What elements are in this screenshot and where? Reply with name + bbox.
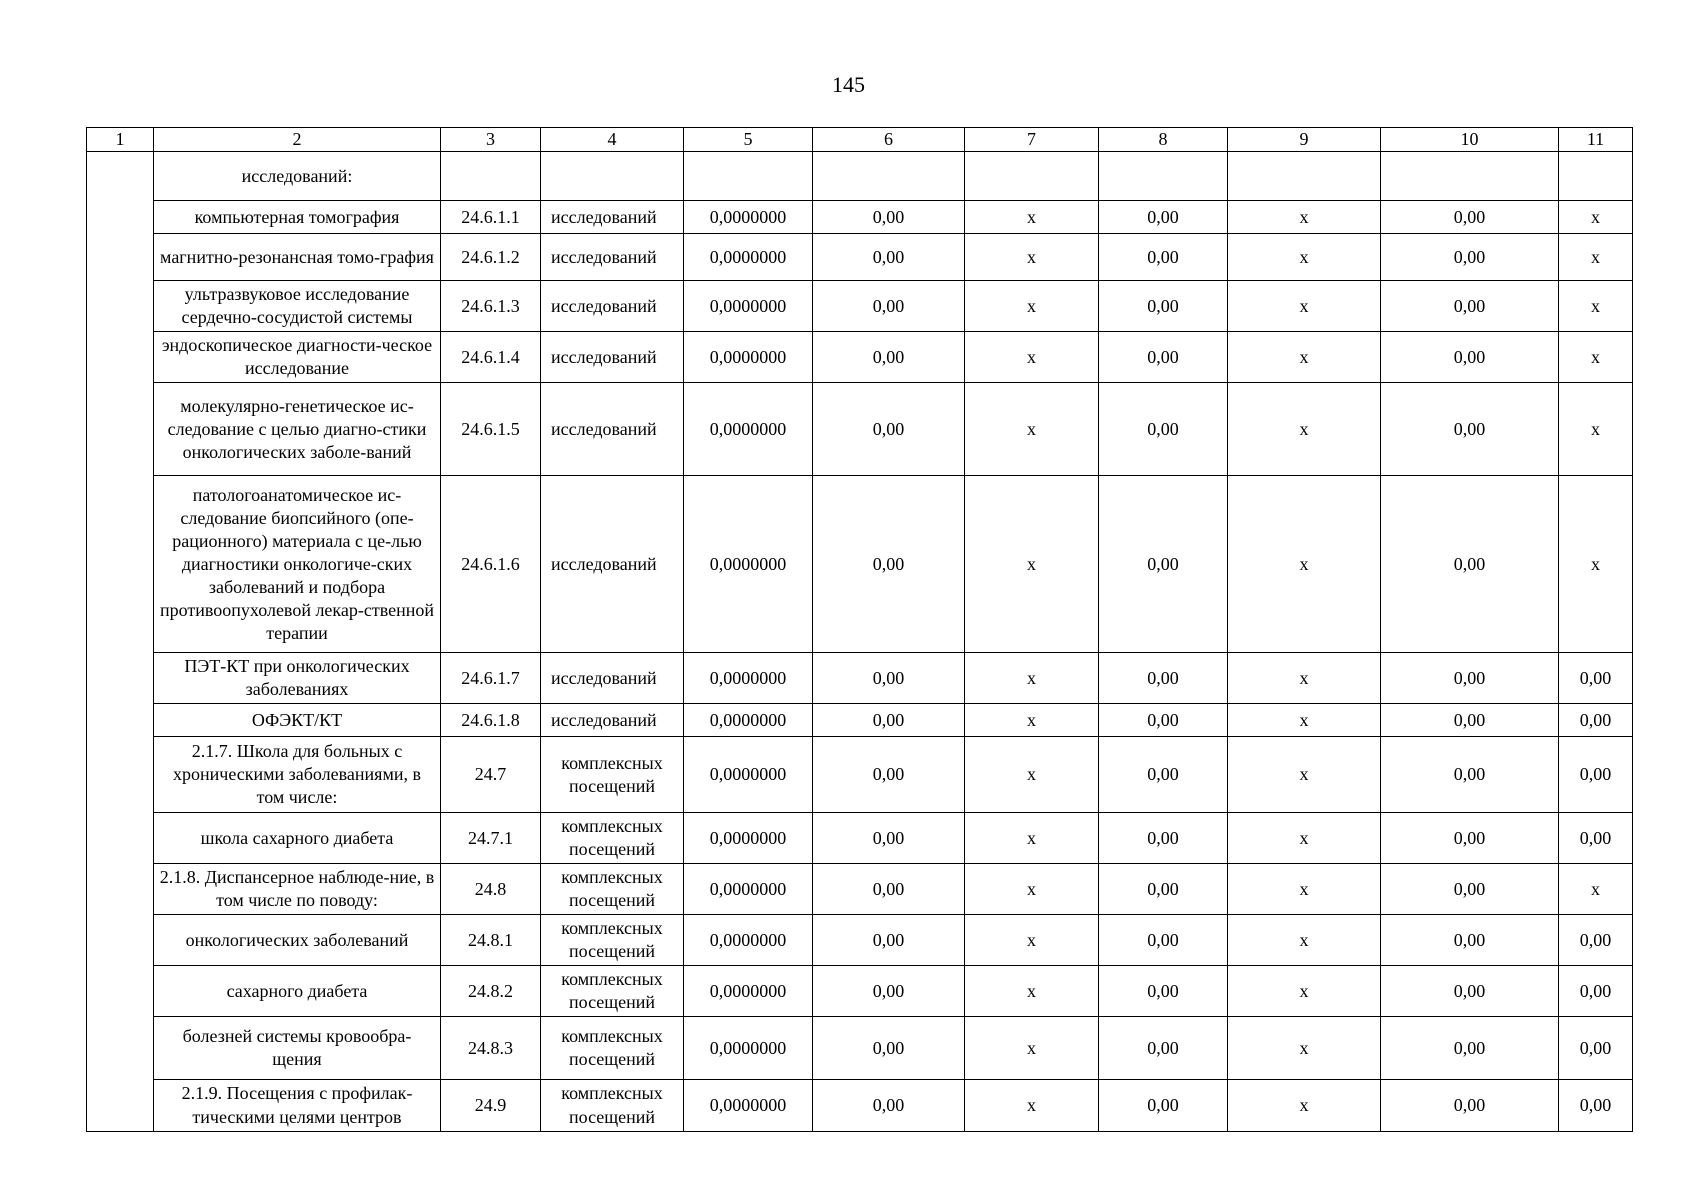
value-cell: 0,00 bbox=[1559, 704, 1633, 737]
value-cell: 0,00 bbox=[1559, 737, 1633, 813]
header-cell: 6 bbox=[813, 128, 965, 152]
value-cell: 0,00 bbox=[813, 966, 965, 1017]
value-cell bbox=[1559, 152, 1633, 201]
value-cell: 0,00 bbox=[813, 383, 965, 476]
code-cell: 24.8.3 bbox=[441, 1017, 541, 1080]
table-row bbox=[87, 653, 1633, 704]
value-cell: х bbox=[965, 1017, 1099, 1080]
code-cell: 24.6.1.4 bbox=[441, 332, 541, 383]
value-cell: 0,00 bbox=[1559, 915, 1633, 966]
code-cell: 24.6.1.5 bbox=[441, 383, 541, 476]
value-cell: 0,00 bbox=[1381, 1017, 1559, 1080]
code-cell: 24.6.1.8 bbox=[441, 704, 541, 737]
value-cell: х bbox=[1559, 201, 1633, 234]
value-cell: х bbox=[1559, 281, 1633, 332]
value-cell: 0,0000000 bbox=[684, 915, 813, 966]
value-cell: 0,00 bbox=[1381, 915, 1559, 966]
value-cell: х bbox=[965, 864, 1099, 915]
value-cell: х bbox=[1228, 915, 1381, 966]
table-row bbox=[87, 813, 1633, 864]
value-cell: 0,00 bbox=[1381, 1080, 1559, 1131]
unit-cell bbox=[541, 152, 684, 201]
value-cell: 0,0000000 bbox=[684, 234, 813, 281]
value-cell: 0,00 bbox=[1381, 383, 1559, 476]
value-cell: 0,00 bbox=[1381, 813, 1559, 864]
name-cell: магнитно-резонансная томо-графия bbox=[154, 234, 441, 281]
value-cell: 0,00 bbox=[1099, 281, 1228, 332]
value-cell: 0,00 bbox=[1099, 1080, 1228, 1131]
value-cell bbox=[813, 152, 965, 201]
value-cell: 0,0000000 bbox=[684, 966, 813, 1017]
name-cell: 2.1.8. Диспансерное наблюде-ние, в том числе по поводу: bbox=[154, 864, 441, 915]
unit-cell: комплексных посещений bbox=[541, 1080, 684, 1131]
name-cell: компьютерная томография bbox=[154, 201, 441, 234]
unit-cell: исследований bbox=[541, 281, 684, 332]
table-row bbox=[87, 737, 1633, 813]
value-cell: х bbox=[965, 653, 1099, 704]
name-cell: онкологических заболеваний bbox=[154, 915, 441, 966]
value-cell: 0,00 bbox=[1381, 476, 1559, 653]
value-cell: 0,0000000 bbox=[684, 383, 813, 476]
table-row bbox=[87, 152, 1633, 201]
code-cell bbox=[441, 152, 541, 201]
value-cell: 0,00 bbox=[1099, 383, 1228, 476]
value-cell bbox=[965, 152, 1099, 201]
value-cell: х bbox=[965, 281, 1099, 332]
value-cell: х bbox=[1228, 864, 1381, 915]
table-row bbox=[87, 476, 1633, 653]
name-cell: исследований: bbox=[154, 152, 441, 201]
value-cell: 0,0000000 bbox=[684, 864, 813, 915]
value-cell: х bbox=[1228, 1017, 1381, 1080]
table-row bbox=[87, 864, 1633, 915]
header-cell: 5 bbox=[684, 128, 813, 152]
unit-cell: комплексных посещений bbox=[541, 966, 684, 1017]
value-cell bbox=[1381, 152, 1559, 201]
value-cell: х bbox=[1228, 332, 1381, 383]
value-cell: 0,00 bbox=[1559, 966, 1633, 1017]
value-cell: х bbox=[1228, 234, 1381, 281]
unit-cell: комплексных посещений bbox=[541, 737, 684, 813]
value-cell: 0,0000000 bbox=[684, 476, 813, 653]
unit-cell: исследований bbox=[541, 234, 684, 281]
value-cell: х bbox=[1228, 653, 1381, 704]
code-cell: 24.6.1.2 bbox=[441, 234, 541, 281]
code-cell: 24.6.1.6 bbox=[441, 476, 541, 653]
value-cell: 0,00 bbox=[1381, 234, 1559, 281]
value-cell: 0,00 bbox=[813, 813, 965, 864]
header-cell: 10 bbox=[1381, 128, 1559, 152]
value-cell: 0,0000000 bbox=[684, 332, 813, 383]
header-cell: 3 bbox=[441, 128, 541, 152]
value-cell: 0,00 bbox=[813, 476, 965, 653]
value-cell: 0,00 bbox=[1099, 813, 1228, 864]
table-row bbox=[87, 704, 1633, 737]
header-cell: 11 bbox=[1559, 128, 1633, 152]
value-cell: 0,00 bbox=[1381, 653, 1559, 704]
unit-cell: комплексных посещений bbox=[541, 1017, 684, 1080]
table-row bbox=[87, 1080, 1633, 1131]
value-cell: 0,00 bbox=[1381, 332, 1559, 383]
value-cell: х bbox=[965, 966, 1099, 1017]
value-cell: х bbox=[965, 813, 1099, 864]
name-cell: болезней системы кровообра-щения bbox=[154, 1017, 441, 1080]
value-cell: х bbox=[1228, 704, 1381, 737]
value-cell: 0,00 bbox=[813, 234, 965, 281]
value-cell: 0,00 bbox=[1099, 966, 1228, 1017]
value-cell: 0,00 bbox=[1099, 234, 1228, 281]
name-cell: эндоскопическое диагности-ческое исследование bbox=[154, 332, 441, 383]
table-row bbox=[87, 1017, 1633, 1080]
code-cell: 24.6.1.3 bbox=[441, 281, 541, 332]
value-cell: 0,00 bbox=[813, 1080, 965, 1131]
value-cell: х bbox=[1228, 281, 1381, 332]
table-row bbox=[87, 383, 1633, 476]
value-cell: 0,00 bbox=[813, 864, 965, 915]
value-cell: х bbox=[965, 737, 1099, 813]
page-number: 145 bbox=[832, 72, 865, 97]
header-cell: 4 bbox=[541, 128, 684, 152]
value-cell: 0,00 bbox=[1099, 332, 1228, 383]
value-cell: 0,00 bbox=[1099, 704, 1228, 737]
value-cell: 0,00 bbox=[813, 704, 965, 737]
value-cell: х bbox=[1228, 966, 1381, 1017]
value-cell: х bbox=[1559, 332, 1633, 383]
value-cell: 0,00 bbox=[1099, 1017, 1228, 1080]
value-cell: 0,00 bbox=[813, 281, 965, 332]
table-row bbox=[87, 915, 1633, 966]
value-cell: 0,0000000 bbox=[684, 1017, 813, 1080]
unit-cell: комплексных посещений bbox=[541, 813, 684, 864]
value-cell: х bbox=[965, 383, 1099, 476]
value-cell: 0,00 bbox=[1099, 476, 1228, 653]
value-cell: 0,00 bbox=[1381, 966, 1559, 1017]
data-table bbox=[86, 127, 1633, 1132]
value-cell: 0,00 bbox=[1381, 201, 1559, 234]
value-cell: х bbox=[1228, 813, 1381, 864]
value-cell: х bbox=[965, 476, 1099, 653]
value-cell: 0,0000000 bbox=[684, 201, 813, 234]
unit-cell: комплексных посещений bbox=[541, 915, 684, 966]
unit-cell: исследований bbox=[541, 704, 684, 737]
value-cell: 0,00 bbox=[1559, 1017, 1633, 1080]
row-number-cell bbox=[87, 152, 154, 1132]
value-cell: 0,00 bbox=[813, 653, 965, 704]
value-cell: 0,0000000 bbox=[684, 281, 813, 332]
table-row bbox=[87, 201, 1633, 234]
name-cell: 2.1.7. Школа для больных с хроническими заболеваниями, в том числе: bbox=[154, 737, 441, 813]
value-cell: х bbox=[1559, 234, 1633, 281]
value-cell: 0,0000000 bbox=[684, 737, 813, 813]
code-cell: 24.8 bbox=[441, 864, 541, 915]
table-row bbox=[87, 281, 1633, 332]
unit-cell: исследований bbox=[541, 476, 684, 653]
value-cell: 0,00 bbox=[1099, 864, 1228, 915]
name-cell: молекулярно-генетическое ис-следование с целью диагно-стики онкологических заболе-ваний bbox=[154, 383, 441, 476]
value-cell: 0,00 bbox=[813, 332, 965, 383]
value-cell: 0,00 bbox=[1381, 864, 1559, 915]
header-cell: 2 bbox=[154, 128, 441, 152]
value-cell: х bbox=[965, 704, 1099, 737]
value-cell bbox=[684, 152, 813, 201]
value-cell: х bbox=[1228, 476, 1381, 653]
name-cell: школа сахарного диабета bbox=[154, 813, 441, 864]
code-cell: 24.8.2 bbox=[441, 966, 541, 1017]
header-cell: 7 bbox=[965, 128, 1099, 152]
value-cell: 0,00 bbox=[1559, 653, 1633, 704]
value-cell: х bbox=[965, 201, 1099, 234]
unit-cell: исследований bbox=[541, 653, 684, 704]
value-cell: х bbox=[965, 915, 1099, 966]
unit-cell: комплексных посещений bbox=[541, 864, 684, 915]
value-cell: 0,00 bbox=[813, 915, 965, 966]
value-cell: х bbox=[965, 332, 1099, 383]
value-cell: х bbox=[1228, 201, 1381, 234]
unit-cell: исследований bbox=[541, 383, 684, 476]
value-cell: х bbox=[1559, 476, 1633, 653]
value-cell: 0,00 bbox=[1559, 1080, 1633, 1131]
code-cell: 24.8.1 bbox=[441, 915, 541, 966]
value-cell: х bbox=[1559, 383, 1633, 476]
value-cell: х bbox=[965, 234, 1099, 281]
value-cell bbox=[1099, 152, 1228, 201]
table-row bbox=[87, 234, 1633, 281]
header-cell: 8 bbox=[1099, 128, 1228, 152]
table-row bbox=[87, 332, 1633, 383]
name-cell: 2.1.9. Посещения с профилак-тическими целями центров bbox=[154, 1080, 441, 1131]
value-cell: 0,00 bbox=[1099, 201, 1228, 234]
code-cell: 24.9 bbox=[441, 1080, 541, 1131]
value-cell: 0,0000000 bbox=[684, 704, 813, 737]
value-cell: х bbox=[965, 1080, 1099, 1131]
value-cell: 0,00 bbox=[1099, 653, 1228, 704]
value-cell: х bbox=[1559, 864, 1633, 915]
unit-cell: исследований bbox=[541, 201, 684, 234]
value-cell: 0,00 bbox=[813, 1017, 965, 1080]
table-header-row bbox=[87, 128, 1633, 152]
value-cell: 0,00 bbox=[1559, 813, 1633, 864]
value-cell: 0,00 bbox=[1381, 281, 1559, 332]
name-cell: ОФЭКТ/КТ bbox=[154, 704, 441, 737]
name-cell: сахарного диабета bbox=[154, 966, 441, 1017]
header-cell: 9 bbox=[1228, 128, 1381, 152]
header-cell: 1 bbox=[87, 128, 154, 152]
unit-cell: исследований bbox=[541, 332, 684, 383]
value-cell: х bbox=[1228, 737, 1381, 813]
name-cell: ПЭТ-КТ при онкологических заболеваниях bbox=[154, 653, 441, 704]
value-cell: 0,00 bbox=[1381, 704, 1559, 737]
name-cell: ультразвуковое исследование сердечно-сосудистой системы bbox=[154, 281, 441, 332]
value-cell: х bbox=[1228, 383, 1381, 476]
value-cell: 0,0000000 bbox=[684, 653, 813, 704]
value-cell: 0,0000000 bbox=[684, 813, 813, 864]
value-cell bbox=[1228, 152, 1381, 201]
value-cell: х bbox=[1228, 1080, 1381, 1131]
value-cell: 0,0000000 bbox=[684, 1080, 813, 1131]
value-cell: 0,00 bbox=[813, 737, 965, 813]
value-cell: 0,00 bbox=[1099, 915, 1228, 966]
name-cell: патологоанатомическое ис-следование биопсийного (опе-рационного) материала с це-лью диагностики онкологиче-ских заболеваний и подбора противоопухолевой лекар-ственной терапии bbox=[154, 476, 441, 653]
code-cell: 24.6.1.7 bbox=[441, 653, 541, 704]
value-cell: 0,00 bbox=[1099, 737, 1228, 813]
code-cell: 24.6.1.1 bbox=[441, 201, 541, 234]
code-cell: 24.7.1 bbox=[441, 813, 541, 864]
value-cell: 0,00 bbox=[813, 201, 965, 234]
code-cell: 24.7 bbox=[441, 737, 541, 813]
table-row bbox=[87, 966, 1633, 1017]
value-cell: 0,00 bbox=[1381, 737, 1559, 813]
